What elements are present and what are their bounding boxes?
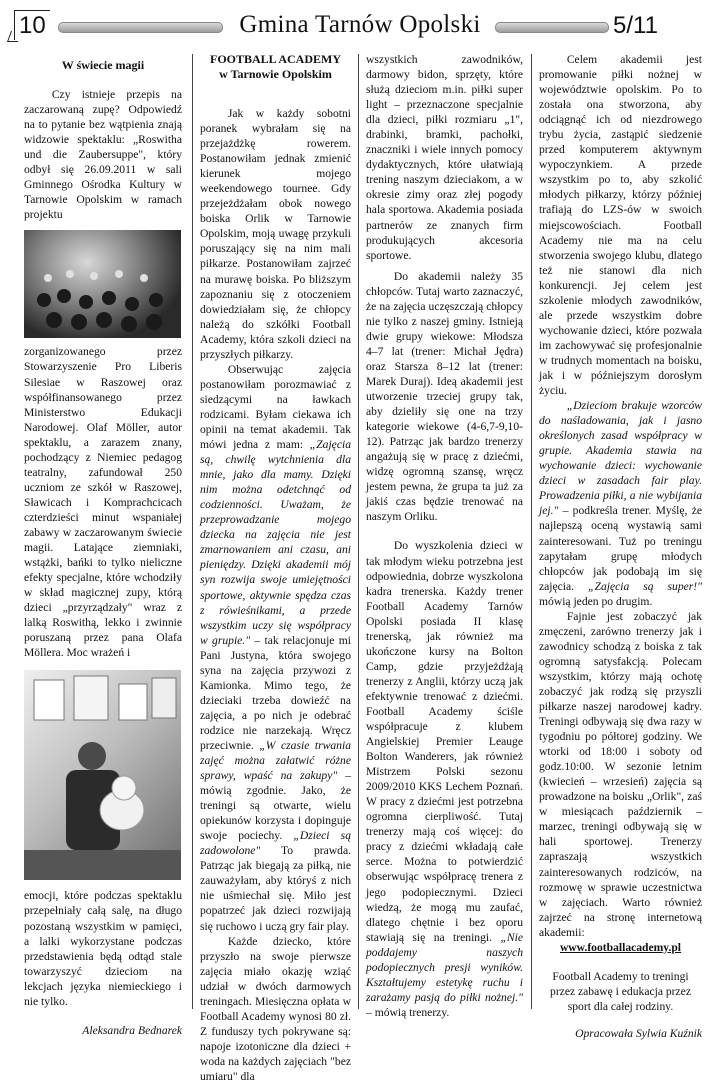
children-happy-quote: „Dzieci są zadowolone" xyxy=(200,829,351,858)
author-signature-football: Opracowała Sylwia Kuźnik xyxy=(575,1026,702,1040)
article-heading-football-2: w Tarnowie Opolskim xyxy=(219,67,332,81)
football-p2-part-e: – mówią zgodnie. Jako, że treningi są otwarte, wielu opiekunów korzysta i dopinguje swoje pociechy. xyxy=(200,769,351,843)
trainers-quote: „Nie poddajemy naszych podopiecznych presji wyników. Kształtujemy estetykę ruchu i zarażamy pasją do piłki nożnej." xyxy=(366,930,523,1004)
football-paragraph-2 xyxy=(200,362,351,934)
boys-quote: „Zajęcia są super!" xyxy=(588,579,703,593)
column-divider-1 xyxy=(192,54,193,1009)
column-football-article-1 xyxy=(200,52,351,1084)
column-football-article-3 xyxy=(539,52,702,1041)
football-paragraph-9: Fajnie jest zobaczyć jak zmęczeni, zarówno trenerzy jak i zawodnicy schodzą z boiska z tak ogromną satysfakcją. Polecam wszystkim, którzy mają ochotę zobaczyć jak rodzą się przyszli piłkarze naszej narodowej kadry. Treningi odbywają się dwa razy w tygodniu po półtorej godziny. We wtorki od 18:00 i soboty od godz.10:00. W sezonie letnim (kwiecień – wrzesień) zajęcia są prowadzone na boisku „Orlik", zaś w miesiącach październik – marzec, treningi odbywają się w hali sportowej. Trenerzy zapraszają wszystkich zainteresowanych rodziców, na rozmowę w sprawie uczestnictwa w zajęciach. Warto również zajrzeć na stronę internetową akademii: xyxy=(539,609,702,939)
football-p2-part-c: – tak relacjonuje mi Pani Justyna, która swojego syna na zajęcia przywozi z Kamionka. Mimo tego, że dzieciaki trzeba dowieźć na zajęcia, a po nich je odebrać rodzice nie narzekają. Wręcz przeciwnie. xyxy=(200,633,351,752)
mother-quote: „Zajęcia są, chwilę wytchnienia dla mnie, jako dla mamy. Dzięki nim można odetchnąć od codzienności. Uważam, że przeprowadzanie mojego dziecka na zajęcia nie jest zmarnowaniem ani czasu, ani pieniędzy. Dzięki akademii mój syn rozwija swoje umiejętności sportowe, aktywnie spędza czas z rówieśnikami, a przede wszystkim uczy się współpracy w grupie." xyxy=(200,438,351,647)
football-paragraph-7: Celem akademii jest promowanie piłki nożnej w województwie opolskim. Po to została ona stworzona, aby odciągnąć ich od niezdrowego trybu życia, zastąpić siedzenie przed komputerem aktywnym wypoczynkiem. A przede wszystkim po to, aby szkolić młodych piłkarzy, którzy później trafiają do LZS-ów w swoich miejscowościach. Football Academy nie ma na celu stworzenia swojego klubu, dlatego też nie stanowi dla nich konkurencji. Jej celem jest szkolenie młodych zawodników, ale przede wszystkim dobre wychowanie dzieci, które pozwala im zachowywać się profesjonalnie w trudnych momentach na boisku, jak i w późniejszym dorosłym życiu. xyxy=(539,53,702,398)
decorative-bar-left xyxy=(58,22,223,33)
football-p8-part-d: mówią jeden po drugim. xyxy=(539,594,653,608)
magic-paragraph-3: emocji, które podczas spektaklu przepełniały całą salę, na długo pozostaną wszystkim w pamięci, a lalki wykorzystane podczas przedstawienia będą odtąd stale towarzyszyć dzieciom na lekcjach języka niemieckiego i nie tylko. xyxy=(24,889,182,1008)
football-p8-part-b: – podkreśla trener. Myślę, że najlepszą oceną wystawią sami zainteresowani. Tuż po treningu zapytałam grupę młodych chłopców jak podobają im się zajęcia. xyxy=(539,504,702,593)
academy-website-link[interactable]: www.footballacademy.pl xyxy=(559,940,682,954)
trainer-quote: „Dzieciom brakuje wzorców do naśladowania, jak i jasno określonych zasad współpracy w grupie. Akademia stawia na wychowanie dzieci: wychowanie dzieci w zasadach fair play. Prowadzenia piłki, a nie wybijania jej." xyxy=(539,399,702,518)
column-magic-article xyxy=(24,52,182,1038)
decorative-bar-right xyxy=(495,22,609,33)
column-divider-2 xyxy=(358,54,359,1009)
puppeteer-scene xyxy=(24,670,181,880)
page-header xyxy=(0,0,725,46)
football-paragraph-3: Każde dziecko, które przyszło na swoje pierwsze zajęcia miało okazję wziąć udział w dwóch darmowych treningach. Miesięczna opłata w Football Academy wynosi 80 zł. Z funduszy tych pokrywane są: napoje izotoniczne dla dzieci + woda na każdych zajęciach "bez umiaru" dla xyxy=(200,934,351,1083)
magic-paragraph-1: Czy istnieje przepis na zaczarowaną zupę? Odpowiedź na to pytanie bez wątpienia znają widzowie spektaklu: „Roswitha und die Zaubersuppe", który odbył się 26.09.2011 w sali Gminnego Ośrodka Kultury w Tarnowie Opolskim w ramach projektu xyxy=(24,88,182,222)
page-title: Gmina Tarnów Opolski xyxy=(239,11,481,38)
football-summary: Football Academy to treningi przez zabawę i edukacja przez sport dla całej rodziny. xyxy=(550,969,691,1013)
football-paragraph-8 xyxy=(539,398,702,609)
audience-silhouettes xyxy=(24,230,181,338)
puppeteer-photo xyxy=(24,670,181,880)
author-signature-magic: Aleksandra Bednarek xyxy=(82,1023,182,1037)
audience-photo xyxy=(24,230,181,338)
football-p2-part-g: To prawda. Patrząc jak biegają za piłką, nie zauważyłam, aby któryś z nich nie uśmiechał się. Miło jest popatrzeć jak dzieci rozwijają się ruchowo i uczą gry fair play. xyxy=(200,844,351,933)
article-heading-magic: W świecie magii xyxy=(61,58,145,72)
column-football-article-2 xyxy=(366,52,523,1020)
page-number-right: 5/11 xyxy=(613,12,658,39)
article-heading-football-1: FOOTBALL ACADEMY xyxy=(209,52,341,66)
football-paragraph-4: wszystkich zawodników, darmowy bidon, sprzęty, które służą dzieciom m.in. piłki super light – przeznaczone specjalnie dla dzieci, piłki rozmiaru „1", drabinki, bramki, pachołki, znaczniki i wiele innych pomocy dydaktycznych, które ułatwiają trening naszym dzieciakom, a w okresie zimy oraz złej pogody hala sportowa. Akademia posiada partnerów ze znanych firm produkujących akcesoria sportowe. xyxy=(366,53,523,262)
football-paragraph-6 xyxy=(366,538,523,1020)
football-p6-end: – mówią trenerzy. xyxy=(366,1005,450,1019)
column-divider-3 xyxy=(531,54,532,1009)
magic-paragraph-2: zorganizowanego przez Stowarzyszenie Pro Liberis Silesiae w Raszowej oraz współfinansowanego przez Ministerstwo Edukacji Narodowej. Olaf Möller, autor spektaklu, a zarazem znany, pochodzący z Niemiec pedagog teatralny, zafundował 250 uczniom ze szkół w Raszowej, Sławicach i Komprachcicach czterdzieści minut wspaniałej zabawy w zaczarowanym świecie magii. Latające ziemniaki, wstążki, bańki to tylko nieliczne efekty specjalne, które wchodziły w skład magicznej zupy, którą dzieci „przyrządzały" wraz z lalką Roswithą, lekko i zwinnie poruszaną przez pana Olafa Möllera. Moc wrażeń i xyxy=(24,345,182,660)
parents-quote: „W czasie trwania zajęć można załatwić różne sprawy, wpaść na zakupy" xyxy=(200,738,351,783)
football-paragraph-1: Jak w każdy sobotni poranek wybrałam się na przejażdżkę rowerem. Postanowiłam jednak zmienić kierunek mojego weekendowego tournee. Gdy przejeżdżałam obok nowego boiska Orlik w Tarnowie Opolskim, moją uwagę przykuli poruszający się na nim mali piłkarze. Postanowiłam zajrzeć na murawę boiska. Po bliższym zapoznaniu się z otoczeniem dowiedziałam się, że chłopcy należą do szkółki Football Academy, która szkoli dzieci na przyszłych piłkarzy. xyxy=(200,107,351,361)
football-p2-part-a: Obserwując zajęcia postanowiłam porozmawiać z siedzącymi na ławkach rodzicami. Byłam ciekawa ich opinii na temat akademii. Tak mówi jedna z mam: xyxy=(200,362,351,452)
page-number-left: 10 xyxy=(14,10,50,40)
football-paragraph-5: Do akademii należy 35 chłopców. Tutaj warto zaznaczyć, że na zajęcia uczęszczają chłopcy nie tylko z naszej gminy. Istnieją dwie grupy wiekowe: Młodsza 4–7 lat (trener: Michał Jędra) oraz Starsza 8–12 lat (trener: Marek Duraj). Ideą akademii jest utworzenie trzeciej grupy tak, aby dzieliły się one na trzy kategorie wiekowe (4-6,7-9,10-12). Patrząc jak bardzo trenerzy angażują się w pracę z dziećmi, widzę ogromną szansę, wręcz jestem pewna, że grupa ta już za jakiś czas będzie trenować na naszym Orliku. xyxy=(366,269,523,524)
football-p6-text: Do wyszkolenia dzieci w tak młodym wieku potrzebna jest odpowiednia, dobrze wyszkolona kadra trenerska. Każdy trener Football Academy Tarnów Opolski posiada II klasę trenerską, jak również ma ukończone kursy na Bolton Camp, gdzie przyjeżdżają trenerzy z Anglii, którzy uczą jak efektywnie trenować z dziećmi. Football Academy ściśle współpracuje z klubem Angielskiej Premier Leauge Bolton Wanderers, jak również Mistrzem Polski sezonu 2009/2010 KKS Lechem Poznań. W pracy z dziećmi jest potrzebna ogromna cierpliwość. Tutaj trenerzy mają coś więcej: do pracy z dziećmi wkładają całe serce. Można to potwierdzić obserwując współpracę trenera z jego podopiecznymi. Dzieci wiedzą, że mogą mu zaufać, dlatego chętnie i bez oporu stawiają się na treningi. xyxy=(366,539,523,944)
